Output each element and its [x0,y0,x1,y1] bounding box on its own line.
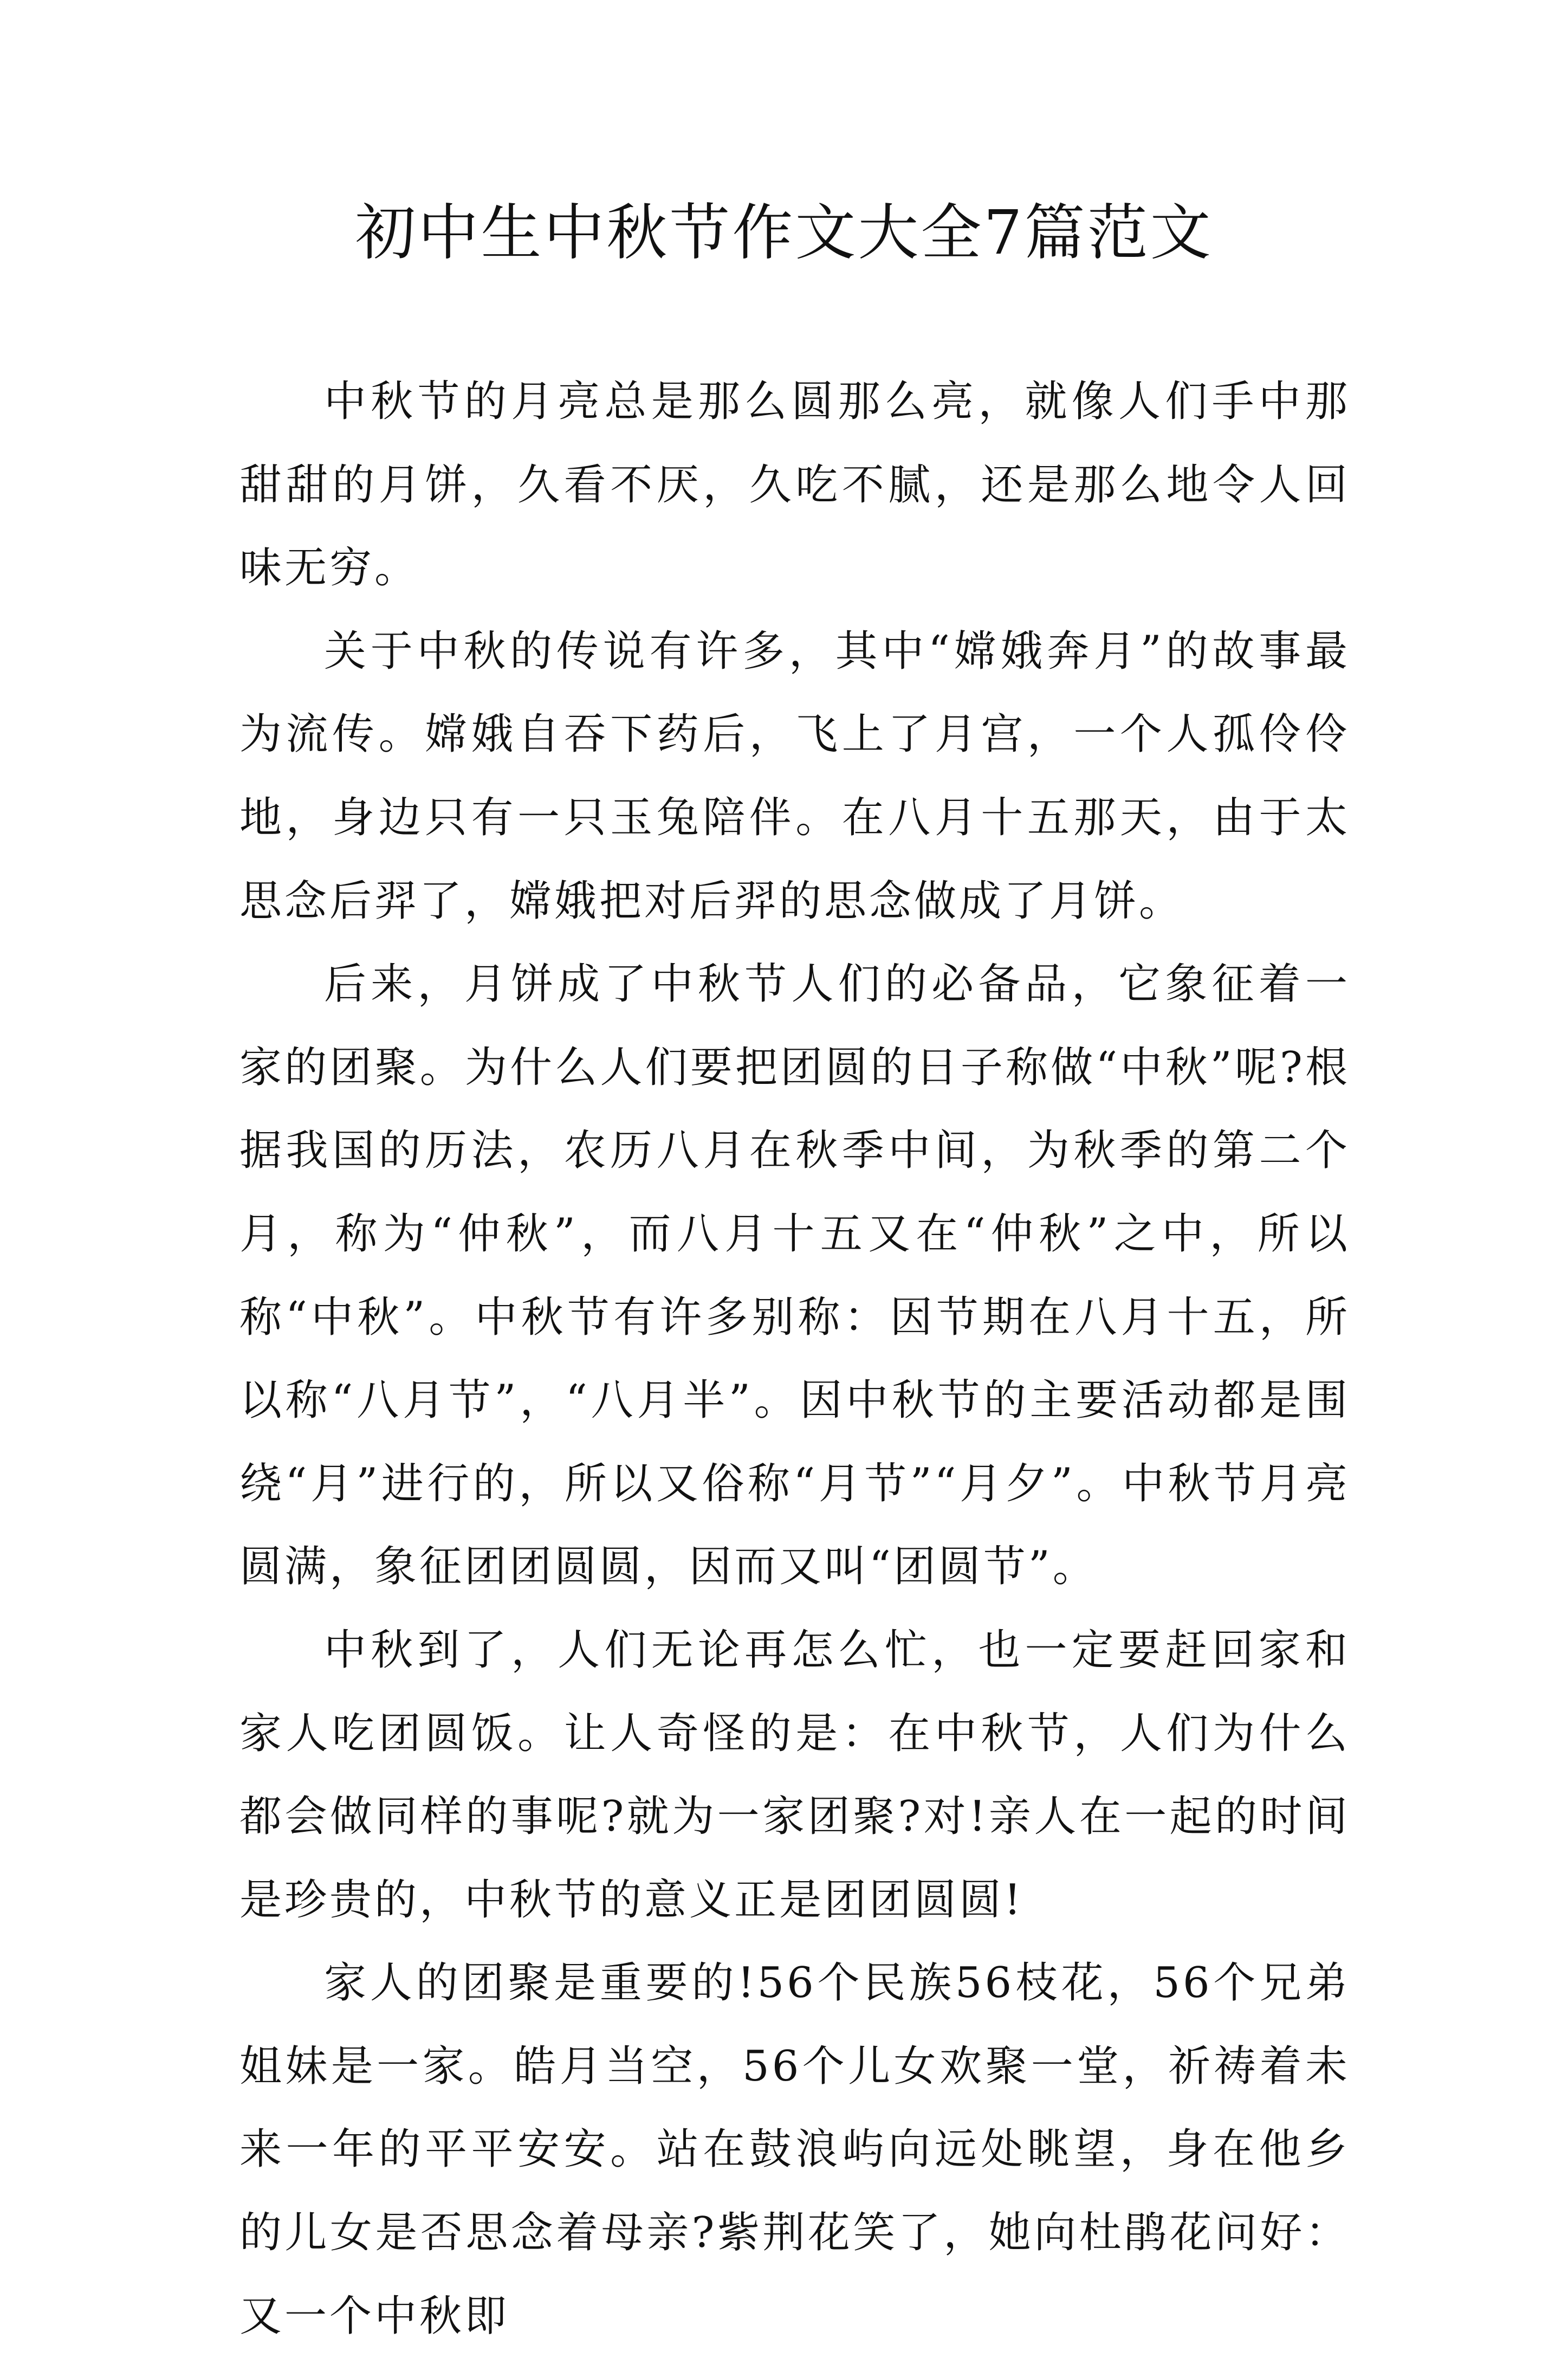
paragraph-3: 后来，月饼成了中秋节人们的必备品，它象征着一家的团聚。为什么人们要把团圆的日子称做“中秋”呢?根据我国的历法，农历八月在秋季中间，为秋季的第二个月，称为“仲秋”，而八月十五又在“仲秋”之中，所以称“中秋”。中秋节有许多别称：因节期在八月十五，所以称“八月节”，“八月半”。因中秋节的主要活动都是围绕“月”进行的，所以又俗称“月节”“月夕”。中秋节月亮圆满，象征团团圆圆，因而又叫“团圆节”。 [239,960,1350,1592]
paragraph-1: 中秋节的月亮总是那么圆那么亮，就像人们手中那甜甜的月饼，久看不厌，久吃不腻，还是那么地令人回味无穷。 [239,377,1350,593]
document-body [239,360,1350,2358]
paragraph-5: 家人的团聚是重要的!56个民族56枝花，56个兄弟姐妹是一家。皓月当空，56个儿女欢聚一堂，祈祷着未来一年的平平安安。站在鼓浪屿向远处眺望，身在他乡的儿女是否思念着母亲?紫荆花笑了，她向杜鹃花问好：又一个中秋即 [239,1959,1350,2341]
paragraph-2: 关于中秋的传说有许多，其中“嫦娥奔月”的故事最为流传。嫦娥自吞下药后，飞上了月宫，一个人孤伶伶地，身边只有一只玉兔陪伴。在八月十五那天，由于太思念后羿了，嫦娥把对后羿的思念做成了月饼。 [239,626,1350,926]
document-title: 初中生中秋节作文大全7篇范文 [355,198,1213,268]
paragraph-4: 中秋到了，人们无论再怎么忙，也一定要赶回家和家人吃团圆饭。让人奇怪的是：在中秋节，人们为什么都会做同样的事呢?就为一家团聚?对!亲人在一起的时间是珍贵的，中秋节的意义正是团团圆圆! [239,1625,1350,1924]
